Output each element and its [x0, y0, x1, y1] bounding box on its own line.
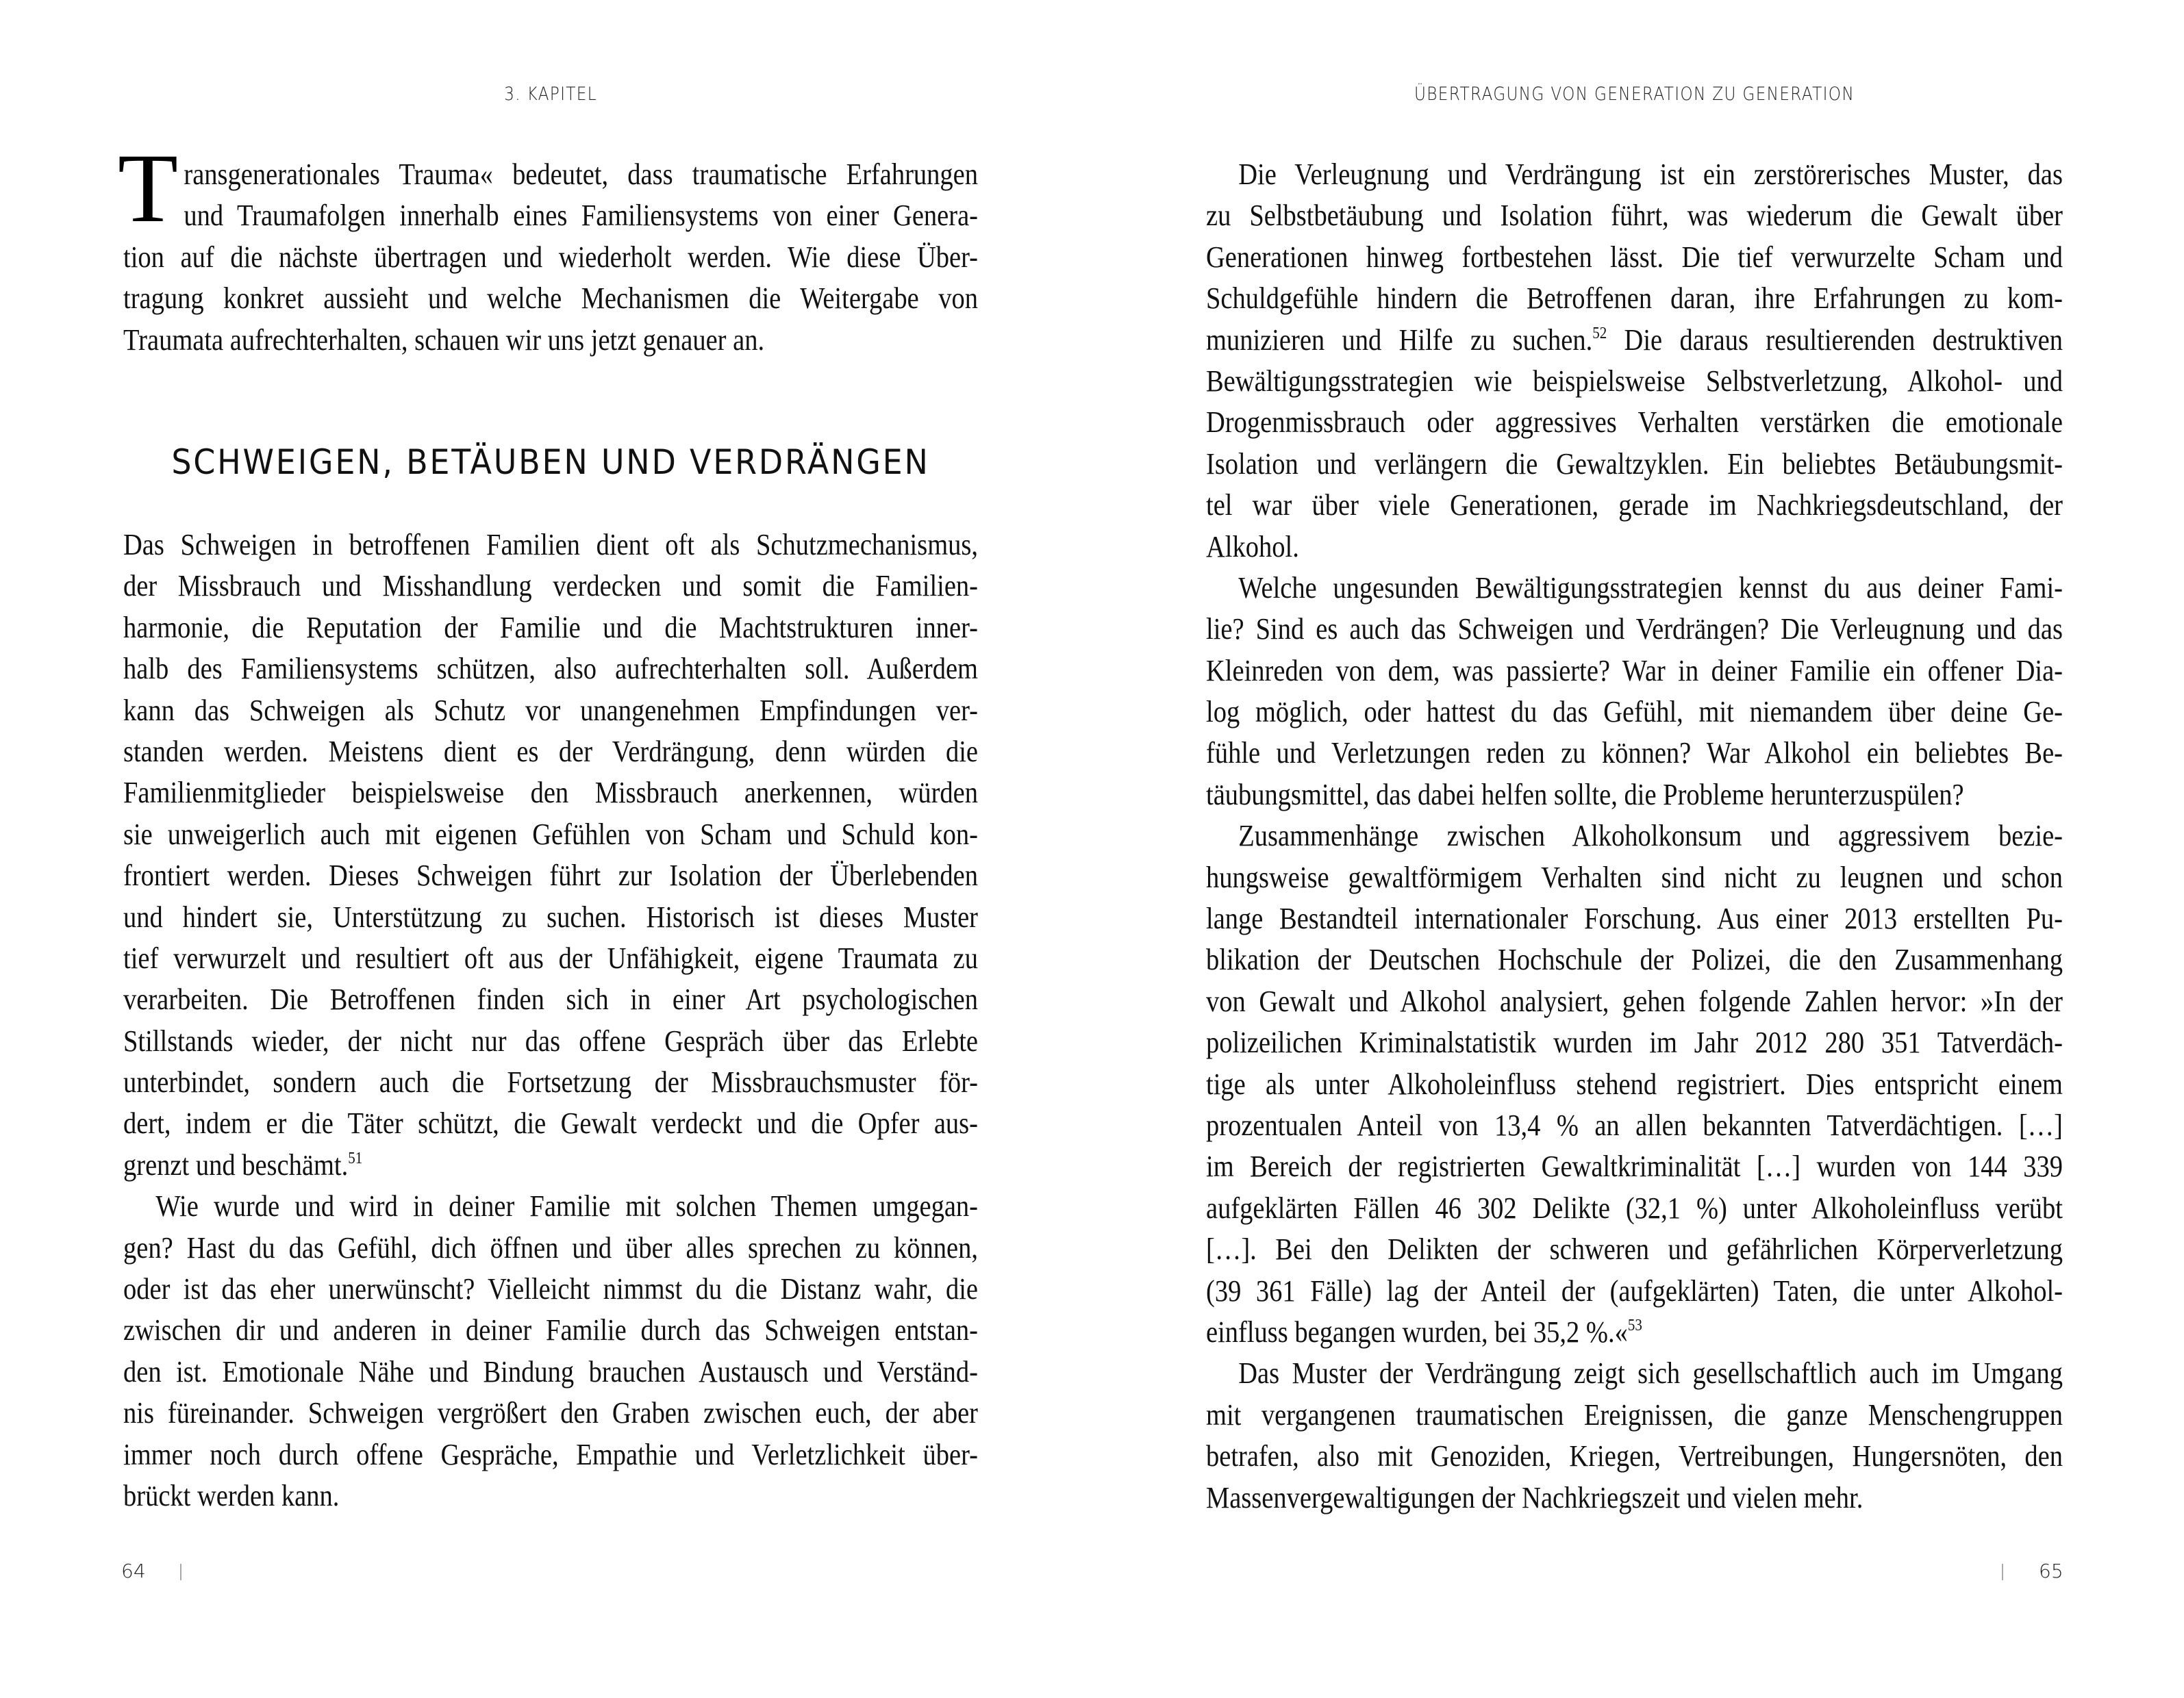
text-line-content [1206, 444, 2063, 485]
text-line [1206, 1478, 2063, 1519]
line-text: Kleinreden von dem, was passierte? War in deiner Familie ein offener Dia- [1206, 653, 2063, 687]
text-line-content [123, 1475, 978, 1517]
text-line [123, 278, 978, 319]
line-text: lie? Sind es auch das Schweigen und Verdrängen? Die Verleugnung und das [1206, 612, 2063, 646]
line-text: brückt werden kann. [123, 1478, 340, 1512]
line-text: hungsweise gewaltförmigem Verhalten sind nicht zu leugnen und schon [1206, 860, 2063, 894]
text-line [1206, 1188, 2063, 1229]
text-line-content [1206, 568, 2063, 609]
text-line-content [123, 1062, 978, 1103]
text-line-content [123, 524, 978, 566]
line-text: täubungsmittel, das dabei helfen sollte, die Probleme herunterzuspülen? [1206, 777, 1964, 811]
line-text: lange Bestandteil internationaler Forschung. Aus einer 2013 erstellten Pu- [1206, 902, 2063, 936]
text-line-content [1206, 1064, 2063, 1105]
text-line-content [1206, 1478, 2063, 1519]
line-text: unterbindet, sondern auch die Fortsetzung der Missbrauchsmuster för- [123, 1065, 978, 1100]
text-line [1206, 1312, 2063, 1353]
line-text: kann das Schweigen als Schutz vor unangenehmen Empfindungen ver- [123, 693, 978, 727]
text-line [1206, 444, 2063, 485]
text-line-content [123, 1393, 978, 1434]
text-line-content [123, 278, 978, 319]
line-text: Stillstands wieder, der nicht nur das offene Gespräch über das Erlebte [123, 1024, 978, 1058]
line-text: log möglich, oder hattest du das Gefühl, mit niemandem über deine Ge- [1206, 695, 2063, 729]
text-line-content [123, 154, 978, 195]
text-line [123, 1393, 978, 1434]
text-line [1206, 568, 2063, 609]
text-line-content [123, 1145, 978, 1186]
text-line-content [1206, 1395, 2063, 1436]
text-line-content [123, 607, 978, 648]
text-line [1206, 733, 2063, 774]
line-text: sie unweigerlich auch mit eigenen Gefühlen von Scham und Schuld kon- [123, 817, 978, 851]
line-text: tragung konkret aussieht und welche Mechanismen die Weitergabe von [123, 281, 978, 316]
running-head-chapter: 3. KAPITEL [504, 84, 597, 105]
line-text: Drogenmissbrauch oder aggressives Verhalten verstärken die emotionale [1206, 405, 2063, 440]
line-text: immer noch durch offene Gespräche, Empathie und Verletzlichkeit über- [123, 1437, 978, 1471]
text-line-content [123, 938, 978, 979]
text-line-content [123, 855, 978, 896]
text-line-content [123, 1186, 978, 1227]
text-line [1206, 1395, 2063, 1436]
line-text: Zusammenhänge zwischen Alkoholkonsum und aggressivem bezie- [1238, 819, 2063, 853]
line-text: Isolation und verlängern die Gewaltzyklen. Ein beliebtes Betäubungsmit- [1206, 446, 2063, 481]
text-line-content [123, 979, 978, 1020]
text-line-content [123, 195, 978, 236]
line-text: von Gewalt und Alkohol analysiert, gehen folgende Zahlen hervor: »In der [1206, 984, 2063, 1018]
line-text: (39 361 Fälle) lag der Anteil der (aufgeklärten) Taten, die unter Alkohol- [1206, 1274, 2063, 1308]
text-line [123, 648, 978, 689]
text-line [123, 566, 978, 607]
text-line-content [1206, 485, 2063, 526]
text-line [1206, 1353, 2063, 1394]
line-text: Das Schweigen in betroffenen Familien dient oft als Schutzmechanismus, [123, 528, 978, 561]
text-line [1206, 154, 2063, 195]
line-text: einfluss begangen wurden, bei 35,2 %.« [1206, 1315, 1628, 1349]
text-line-content [1206, 815, 2063, 857]
line-text: dert, indem er die Täter schützt, die Gewalt verdeckt und die Opfer aus- [123, 1106, 978, 1141]
right-page [1092, 0, 2184, 1698]
line-text: tel war über viele Generationen, gerade im Nachkriegsdeutschland, der [1206, 488, 2063, 522]
text-line [1206, 1229, 2063, 1270]
text-line-content [123, 1269, 978, 1310]
text-line-content [123, 320, 978, 361]
line-text: fühle und Verletzungen reden zu können? War Alkohol ein beliebtes Be- [1206, 736, 2063, 770]
text-line-content [123, 690, 978, 731]
text-line [1206, 609, 2063, 650]
text-line [1206, 485, 2063, 526]
line-text: Generationen hinweg fortbestehen lässt. Die tief verwurzelte Scham und [1206, 240, 2063, 274]
text-line [123, 1352, 978, 1393]
page-number-left: 64 [121, 1560, 146, 1582]
intro-paragraph [123, 154, 978, 361]
text-line [123, 772, 978, 813]
line-text: oder ist das eher unerwünscht? Vielleicht nimmst du die Distanz wahr, die [123, 1272, 978, 1306]
text-line [123, 1062, 978, 1103]
right-body-text [1206, 154, 2063, 1519]
text-line [123, 938, 978, 979]
text-line [123, 814, 978, 855]
line-text: den ist. Emotionale Nähe und Bindung brauchen Austausch und Verständ- [123, 1354, 978, 1389]
text-line [123, 855, 978, 896]
folio-separator-right [2002, 1564, 2003, 1580]
text-line-content [1206, 1312, 2063, 1353]
page-number-right: 65 [2039, 1560, 2063, 1582]
text-line-content [123, 1434, 978, 1475]
text-line [1206, 195, 2063, 236]
text-line-content [123, 1021, 978, 1062]
text-line-content [123, 897, 978, 938]
text-line-content [1206, 237, 2063, 278]
line-text: tige als unter Alkoholeinfluss stehend registriert. Dies entspricht einem [1206, 1067, 2063, 1101]
text-line [1206, 402, 2063, 443]
text-line-content [1206, 195, 2063, 236]
text-line-content [1206, 361, 2063, 402]
text-line [123, 1186, 978, 1227]
line-text: nis füreinander. Schweigen vergrößert den Graben zwischen euch, der aber [123, 1396, 978, 1430]
text-line [123, 1021, 978, 1062]
text-line-content [1206, 527, 2063, 568]
text-line-content [1206, 733, 2063, 774]
footnote-reference[interactable]: 52 [1592, 324, 1607, 342]
text-line [1206, 898, 2063, 939]
footnote-reference[interactable]: 53 [1627, 1316, 1642, 1334]
line-text: […]. Bei den Delikten der schweren und gefährlichen Körperverletzung [1206, 1232, 2063, 1267]
line-text: Alkohol. [1206, 529, 1299, 563]
line-text: und Traumafolgen innerhalb eines Familiensystems von einer Genera- [184, 199, 978, 233]
line-text: verarbeiten. Die Betroffenen finden sich in einer Art psychologischen [123, 983, 978, 1017]
text-line [1206, 650, 2063, 692]
text-line-content [123, 566, 978, 607]
line-text: halb des Familiensystems schützen, also aufrechterhalten soll. Außerdem [123, 652, 978, 686]
running-head-section: ÜBERTRAGUNG VON GENERATION ZU GENERATION [1414, 84, 1855, 105]
text-line [123, 154, 978, 195]
line-text: und hindert sie, Unterstützung zu suchen. Historisch ist dieses Muster [123, 900, 978, 934]
text-line-content [1206, 1105, 2063, 1146]
line-text: grenzt und beschämt. [123, 1148, 349, 1182]
text-line [123, 690, 978, 731]
text-line [123, 1434, 978, 1475]
line-text: frontiert werden. Dieses Schweigen führt zur Isolation der Überlebenden [123, 859, 978, 893]
text-line [1206, 1022, 2063, 1063]
text-line-content [1206, 609, 2063, 650]
line-text: Traumata aufrechterhalten, schauen wir uns jetzt genauer an. [123, 322, 765, 357]
text-line-content [1206, 1271, 2063, 1312]
line-text: polizeilichen Kriminalstatistik wurden im Jahr 2012 280 351 Tatverdäch- [1206, 1026, 2063, 1060]
text-line-content [1206, 650, 2063, 692]
text-line [123, 1475, 978, 1517]
line-text: Massenvergewaltigungen der Nachkriegszeit und vielen mehr. [1206, 1480, 1863, 1515]
line-text: Familienmitglieder beispielsweise den Missbrauch anerkennen, würden [123, 776, 978, 810]
text-line [1206, 237, 2063, 278]
line-text: Welche ungesunden Bewältigungsstrategien kennst du aus deiner Fami- [1238, 570, 2063, 605]
text-line [1206, 981, 2063, 1022]
text-line-content [123, 772, 978, 813]
text-line [123, 1103, 978, 1144]
folio-separator-left [180, 1564, 181, 1580]
line-text: der Missbrauch und Misshandlung verdecken und somit die Familien- [123, 569, 978, 603]
line-text: im Bereich der registrierten Gewaltkriminalität […] wurden von 144 339 [1206, 1150, 2063, 1184]
text-line-content [1206, 1353, 2063, 1394]
line-text: tief verwurzelt und resultiert oft aus der Unfähigkeit, eigene Traumata zu [123, 941, 978, 975]
text-line [123, 524, 978, 566]
drop-cap: T [118, 134, 178, 243]
text-line [123, 607, 978, 648]
text-line-content [123, 1310, 978, 1351]
text-line-content [1206, 1146, 2063, 1187]
text-line [1206, 1146, 2063, 1187]
text-line-content [1206, 278, 2063, 319]
text-line [123, 320, 978, 361]
line-text: harmonie, die Reputation der Familie und die Machtstrukturen inner- [123, 610, 978, 644]
text-line [123, 897, 978, 938]
text-line-content [123, 1103, 978, 1144]
text-line-content [1206, 1436, 2063, 1477]
line-text: Bewältigungsstrategien wie beispielsweise Selbstverletzung, Alkohol- und [1206, 364, 2063, 398]
line-text: prozentualen Anteil von 13,4 % an allen bekannten Tatverdächtigen. […] [1206, 1108, 2063, 1142]
text-line [1206, 361, 2063, 402]
line-text: betrafen, also mit Genoziden, Kriegen, Vertreibungen, Hungersnöten, den [1206, 1439, 2063, 1473]
text-line [1206, 1271, 2063, 1312]
line-text: munizieren und Hilfe zu suchen. [1206, 322, 1593, 357]
text-line-content [1206, 1229, 2063, 1270]
text-line [123, 731, 978, 772]
line-text: ransgenerationales Trauma« bedeutet, dass traumatische Erfahrungen [184, 157, 978, 191]
text-line [1206, 815, 2063, 857]
line-text: Schuldgefühle hindern die Betroffenen daran, ihre Erfahrungen zu kom- [1206, 281, 2063, 316]
text-line-content [123, 1352, 978, 1393]
text-line [123, 237, 978, 278]
text-line [1206, 1105, 2063, 1146]
text-line-content [1206, 1188, 2063, 1229]
text-line-content [1206, 154, 2063, 195]
line-text: Das Muster der Verdrängung zeigt sich gesellschaftlich auch im Umgang [1238, 1356, 2063, 1391]
text-line [1206, 939, 2063, 980]
text-line-content [1206, 692, 2063, 733]
line-text: gen? Hast du das Gefühl, dich öffnen und über alles sprechen zu können, [123, 1230, 978, 1265]
text-line-content [1206, 774, 2063, 815]
left-body-text [123, 524, 978, 1517]
section-heading: SCHWEIGEN, BETÄUBEN UND VERDRÄNGEN [171, 442, 930, 482]
text-line [1206, 527, 2063, 568]
text-line [123, 1228, 978, 1269]
text-line [123, 195, 978, 236]
line-text: standen werden. Meistens dient es der Verdrängung, denn würden die [123, 734, 978, 768]
text-line-content [1206, 857, 2063, 898]
text-line [123, 979, 978, 1020]
text-line [123, 1269, 978, 1310]
line-text: blikation der Deutschen Hochschule der Polizei, die den Zusammenhang [1206, 943, 2063, 977]
line-text: Die Verleugnung und Verdrängung ist ein zerstörerisches Muster, das [1238, 157, 2063, 191]
text-line-content [1206, 939, 2063, 980]
line-text: mit vergangenen traumatischen Ereignissen, die ganze Menschengruppen [1206, 1397, 2063, 1432]
text-line [1206, 692, 2063, 733]
line-text: tion auf die nächste übertragen und wiederholt werden. Wie diese Über- [123, 240, 978, 274]
text-line-content [1206, 402, 2063, 443]
line-text-tail: Die daraus resultierenden destruktiven [1607, 322, 2063, 357]
text-line-content [1206, 320, 2063, 361]
text-line-content [123, 648, 978, 689]
text-line-content [1206, 981, 2063, 1022]
text-line-content [123, 237, 978, 278]
text-line [1206, 774, 2063, 815]
text-line [1206, 320, 2063, 361]
text-line-content [123, 1228, 978, 1269]
text-line [1206, 1064, 2063, 1105]
text-line-content [1206, 898, 2063, 939]
text-line [123, 1310, 978, 1351]
text-line-content [123, 814, 978, 855]
line-text: zu Selbstbetäubung und Isolation führt, was wiederum die Gewalt über [1206, 199, 2063, 233]
line-text: zwischen dir und anderen in deiner Familie durch das Schweigen entstan- [123, 1313, 978, 1347]
text-line [1206, 857, 2063, 898]
line-text: Wie wurde und wird in deiner Familie mit solchen Themen umgegan- [155, 1189, 978, 1224]
text-line-content [123, 731, 978, 772]
footnote-reference[interactable]: 51 [348, 1149, 363, 1167]
text-line [1206, 1436, 2063, 1477]
line-text: aufgeklärten Fällen 46 302 Delikte (32,1 %) unter Alkoholeinfluss verübt [1206, 1191, 2063, 1225]
text-line-content [1206, 1022, 2063, 1063]
text-line [1206, 278, 2063, 319]
text-line [123, 1145, 978, 1186]
